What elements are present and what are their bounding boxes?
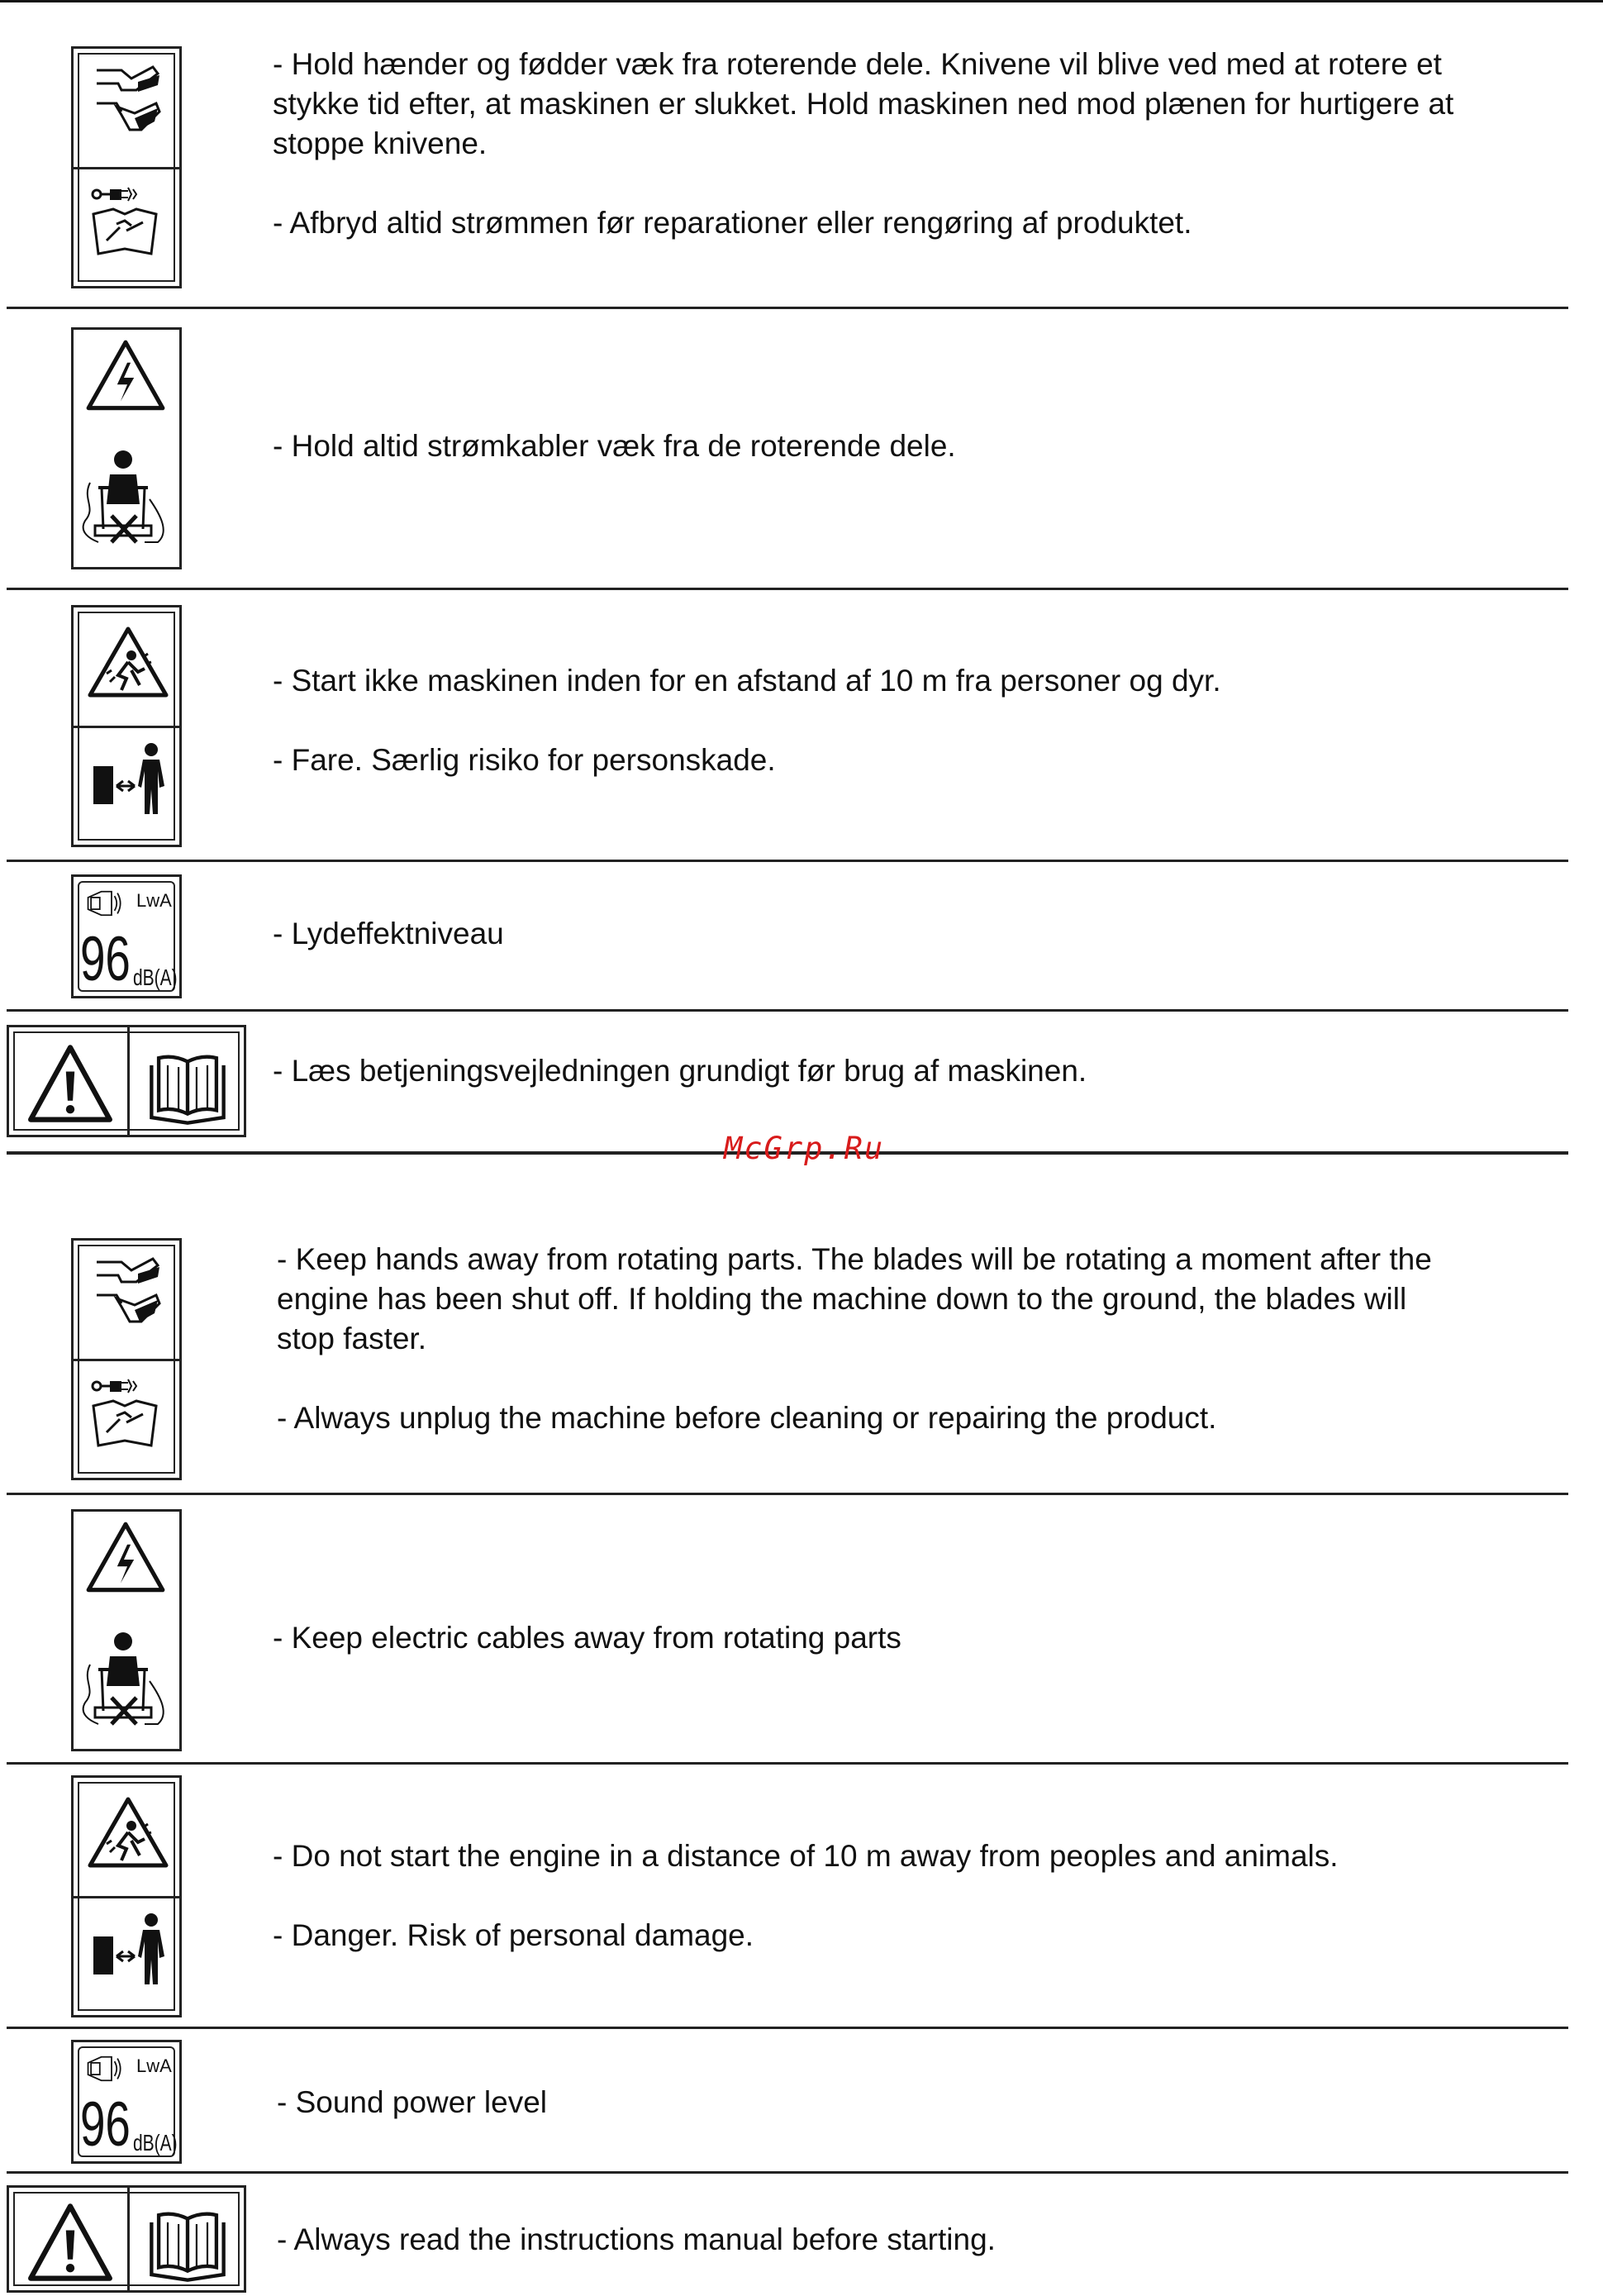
divider bbox=[7, 2171, 1568, 2174]
electric-cable-symbol-box bbox=[71, 327, 182, 569]
en-section1-text bbox=[277, 1240, 1432, 1438]
en-section1-line3: stop faster. bbox=[277, 1322, 426, 1355]
divider bbox=[7, 307, 1568, 309]
lwa-label: LwA bbox=[136, 890, 172, 911]
sound-level-value: 96 bbox=[80, 2089, 131, 2160]
divider bbox=[7, 1009, 1568, 1012]
electric-hazard-icon bbox=[82, 1515, 169, 1601]
da-section1-line1: - Hold hænder og fødder væk fra roterende dele. Knivene vil blive ved med at rotere et bbox=[273, 47, 1442, 81]
top-border-line bbox=[0, 0, 1603, 2]
sound-level-unit: dB(A) bbox=[133, 2130, 178, 2155]
lwa-label: LwA bbox=[136, 2055, 172, 2076]
en-section1-line4: - Always unplug the machine before cleaning or repairing the product. bbox=[277, 1401, 1217, 1435]
da-section1-line2: stykke tid efter, at maskinen er slukket. Hold maskinen ned mod plænen for hurtigere at bbox=[273, 87, 1454, 121]
da-section1-line4: - Afbryd altid strømmen før reparationer eller rengøring af produktet. bbox=[273, 206, 1192, 240]
speaker-icon bbox=[85, 2052, 125, 2085]
hands-manual-symbol-box bbox=[71, 46, 182, 288]
person-with-cable-icon bbox=[78, 437, 174, 561]
warning-icon bbox=[27, 1042, 113, 1125]
sound-power-symbol-box bbox=[71, 874, 182, 998]
divider bbox=[7, 1493, 1568, 1495]
da-section3-text bbox=[273, 661, 1221, 780]
person-with-cable-icon bbox=[78, 1619, 174, 1743]
da-section4-line1: - Lydeffektniveau bbox=[273, 917, 504, 950]
thrown-object-hazard-icon bbox=[85, 624, 171, 703]
en-section1-line1: - Keep hands away from rotating parts. The blades will be rotating a moment after the bbox=[277, 1242, 1432, 1276]
divider bbox=[7, 1762, 1568, 1765]
unplug-manual-icon bbox=[88, 1378, 168, 1457]
sound-level-unit: dB(A) bbox=[133, 965, 178, 990]
electric-hazard-icon bbox=[82, 333, 169, 419]
da-section3-line1: - Start ikke maskinen inden for en afstand af 10 m fra personer og dyr. bbox=[273, 664, 1221, 698]
en-section5-line1: - Always read the instructions manual before starting. bbox=[277, 2222, 996, 2256]
divider bbox=[7, 2027, 1568, 2029]
speaker-icon bbox=[85, 887, 125, 920]
rotating-blade-hands-icon bbox=[88, 64, 168, 143]
da-section2-line1: - Hold altid strømkabler væk fra de roterende dele. bbox=[273, 429, 956, 463]
en-section3-line2: - Danger. Risk of personal damage. bbox=[273, 1918, 754, 1952]
da-section1-line3: stoppe knivene. bbox=[273, 126, 488, 160]
warning-icon bbox=[27, 2201, 113, 2284]
distance-symbol-box bbox=[71, 1775, 182, 2017]
da-section5-line1: - Læs betjeningsvejledningen grundigt før brug af maskinen. bbox=[273, 1054, 1087, 1088]
rotating-blade-hands-icon bbox=[88, 1255, 168, 1335]
da-section1-text bbox=[273, 45, 1453, 243]
en-section4-line1: - Sound power level bbox=[277, 2085, 548, 2119]
sound-power-symbol-box bbox=[71, 2040, 182, 2164]
keep-distance-icon bbox=[90, 741, 169, 821]
manual-book-icon bbox=[145, 2204, 231, 2284]
electric-cable-symbol-box bbox=[71, 1509, 182, 1751]
en-section2-line1: - Keep electric cables away from rotating parts bbox=[273, 1621, 901, 1655]
en-section3-line1: - Do not start the engine in a distance of 10 m away from peoples and animals. bbox=[273, 1839, 1339, 1873]
keep-distance-icon bbox=[90, 1912, 169, 1991]
sound-level-value: 96 bbox=[80, 924, 131, 994]
divider bbox=[7, 588, 1568, 590]
read-manual-symbol-box bbox=[7, 1025, 246, 1137]
en-section1-line2: engine has been shut off. If holding the machine down to the ground, the blades will bbox=[277, 1282, 1407, 1316]
manual-book-icon bbox=[145, 1047, 231, 1127]
hands-manual-symbol-box bbox=[71, 1238, 182, 1480]
watermark: McGrp.Ru bbox=[724, 1131, 885, 1166]
en-section3-text bbox=[273, 1836, 1339, 1955]
thrown-object-hazard-icon bbox=[85, 1794, 171, 1874]
distance-symbol-box bbox=[71, 605, 182, 847]
divider bbox=[7, 860, 1568, 862]
unplug-manual-icon bbox=[88, 186, 168, 265]
da-section3-line2: - Fare. Særlig risiko for personskade. bbox=[273, 743, 776, 777]
read-manual-symbol-box bbox=[7, 2185, 246, 2293]
